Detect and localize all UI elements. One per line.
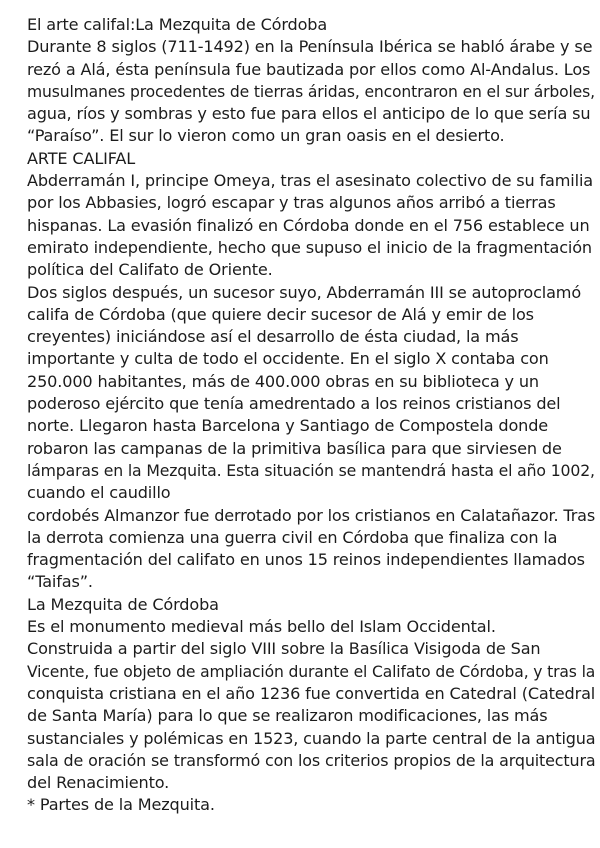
text-line: la derrota comienza una guerra civil en Córdoba que finaliza con la	[27, 527, 558, 547]
document-title: El arte califal:La Mezquita de Córdoba	[27, 15, 328, 34]
text-line: rezó a Alá, ésta península fue bautizada por ellos como Al-Andalus. Los	[27, 59, 591, 79]
text-line: lámparas en la Mezquita. Esta situación se mantendrá hasta el año 1002,	[27, 460, 595, 480]
text-line: “Paraíso”. El sur lo vieron como un gran oasis en el desierto.	[27, 126, 505, 146]
text-line: cuando el caudillo	[27, 483, 171, 503]
text-line: fragmentación del califato en unos 15 reinos independientes llamados	[27, 550, 585, 570]
text-line: conquista cristiana en el año 1236 fue convertida en Catedral (Catedral	[27, 683, 596, 703]
text-line: Vicente, fue objeto de ampliación durante el Califato de Córdoba, y tras la	[27, 661, 596, 681]
text-line: Dos siglos después, un sucesor suyo, Abderramán III se autoproclamó	[27, 282, 582, 302]
section-heading-mezquita: La Mezquita de Córdoba	[27, 594, 219, 614]
text-line: sustanciales y polémicas en 1523, cuando la parte central de la antigua	[27, 728, 596, 748]
text-line: emirato independiente, hecho que supuso el inicio de la fragmentación	[27, 237, 592, 257]
text-line: de Santa María) para lo que se realizaron modificaciones, las más	[27, 706, 548, 726]
text-line: por los Abbasies, logró escapar y tras algunos años arribó a tierras	[27, 193, 556, 213]
document-body	[27, 14, 595, 817]
text-line: “Taifas”.	[27, 572, 93, 592]
text-line: robaron las campanas de la primitiva basílica para que sirviesen de	[27, 438, 562, 458]
text-line: política del Califato de Oriente.	[27, 260, 273, 280]
text-line: Durante 8 siglos (711-1492) en la Península Ibérica se habló árabe y se	[27, 37, 593, 57]
text-line: Construida a partir del siglo VIII sobre la Basílica Visigoda de San	[27, 639, 541, 659]
text-line: agua, ríos y sombras y esto fue para ellos el anticipo de lo que sería su	[27, 104, 591, 124]
text-line: musulmanes procedentes de tierras áridas, encontraron en el sur árboles,	[27, 81, 595, 101]
text-line: poderoso ejército que tenía amedrentado a los reinos cristianos del	[27, 394, 561, 414]
text-line: importante y culta de todo el occidente. En el siglo X contaba con	[27, 349, 549, 369]
text-line: del Renacimiento.	[27, 773, 170, 793]
text-line: 250.000 habitantes, más de 400.000 obras en su biblioteca y un	[27, 371, 539, 391]
text-line: cordobés Almanzor fue derrotado por los cristianos en Calatañazor. Tras	[27, 505, 596, 525]
text-line: norte. Llegaron hasta Barcelona y Santiago de Compostela donde	[27, 416, 549, 436]
section-heading-arte-califal: ARTE CALIFAL	[27, 148, 136, 168]
text-line: creyentes) iniciándose así el desarrollo de ésta ciudad, la más	[27, 327, 519, 347]
list-item-partes: * Partes de la Mezquita.	[27, 795, 215, 815]
text-line: sala de oración se transformó con los criterios propios de la arquitectura	[27, 750, 596, 770]
text-line: hispanas. La evasión finalizó en Córdoba donde en el 756 establece un	[27, 215, 590, 235]
text-line: califa de Córdoba (que quiere decir sucesor de Alá y emir de los	[27, 304, 534, 324]
text-line: Es el monumento medieval más bello del Islam Occidental.	[27, 617, 496, 637]
text-line: Abderramán I, principe Omeya, tras el asesinato colectivo de su familia	[27, 171, 593, 191]
